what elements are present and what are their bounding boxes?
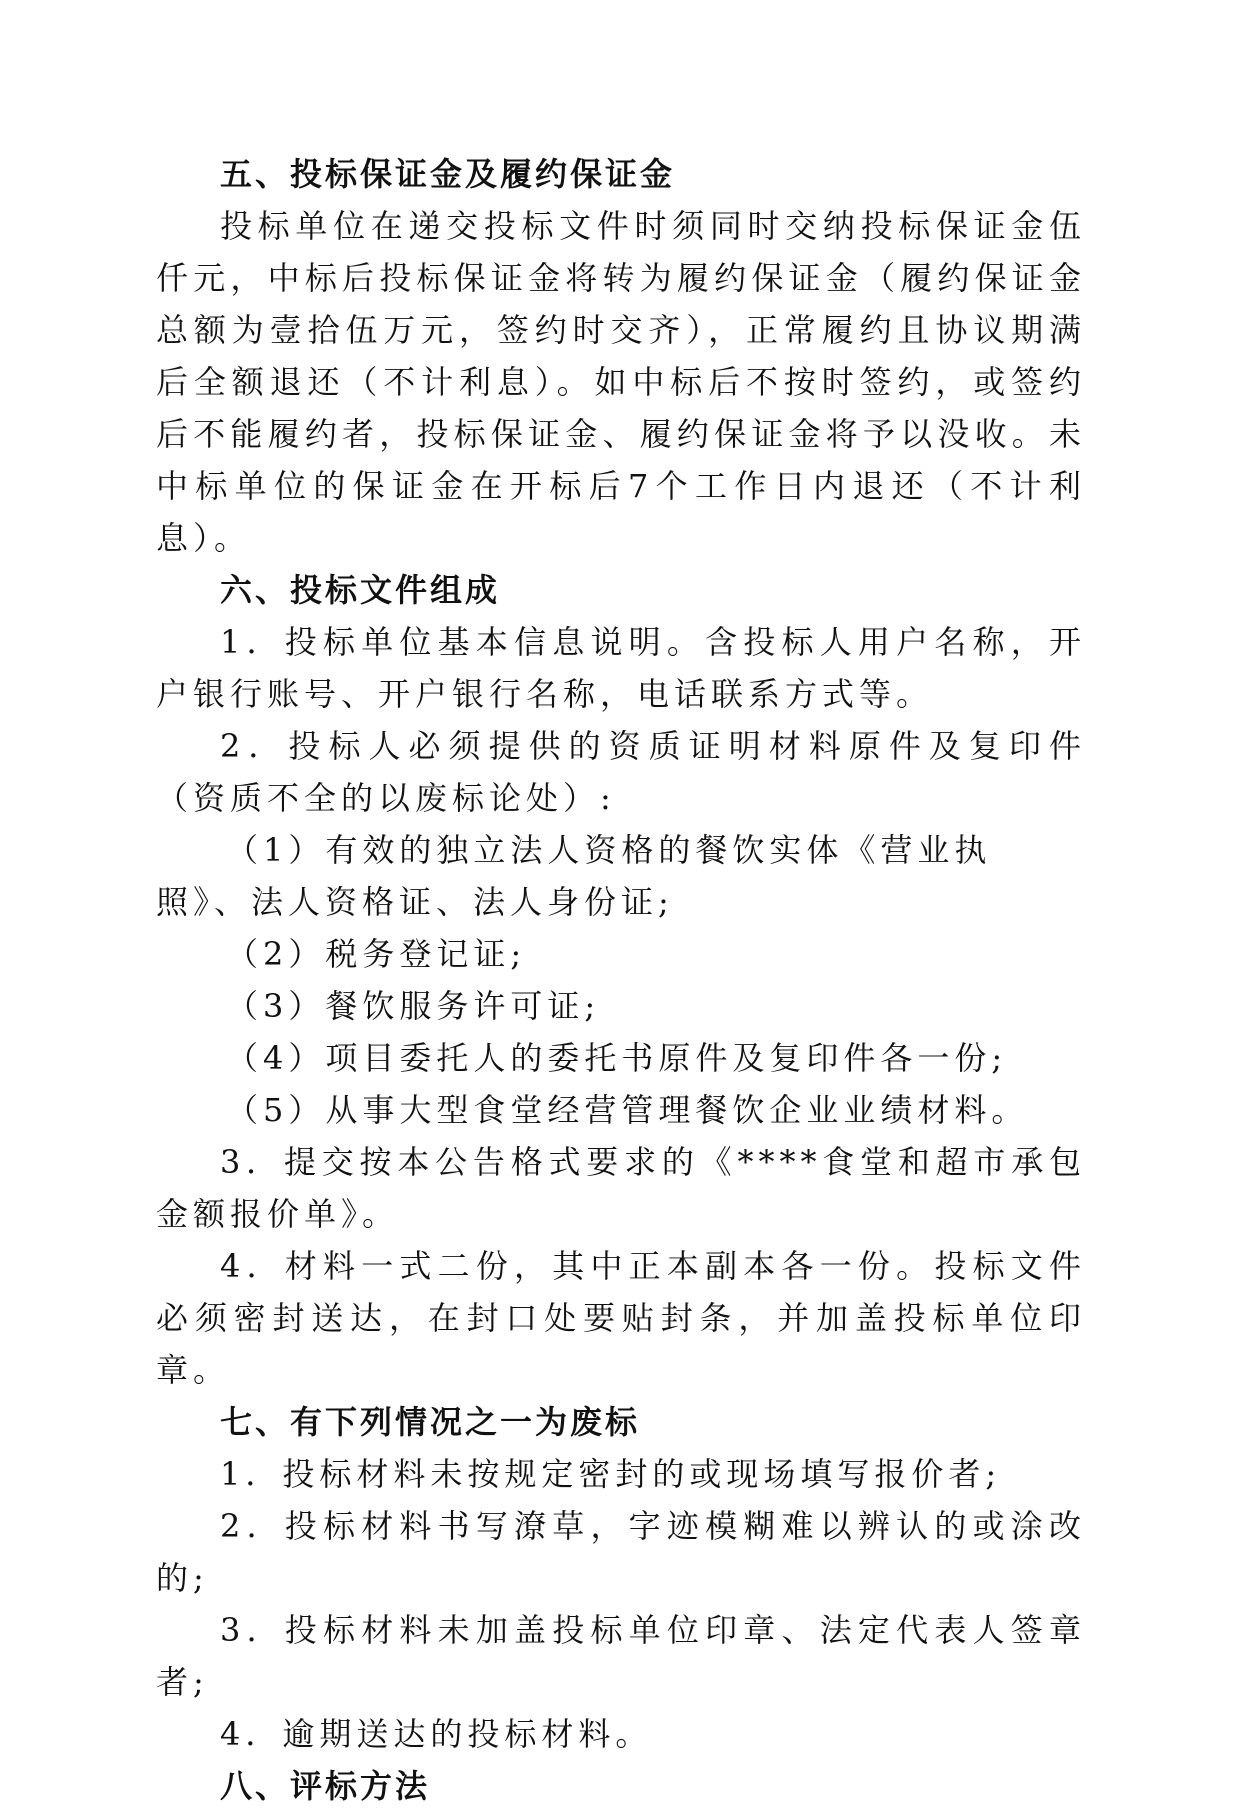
section-8-heading: 八、评标方法 [220, 1767, 431, 1805]
section-5-heading: 五、投标保证金及履约保证金 [220, 155, 676, 193]
section-7-item-1: 1．投标材料未按规定密封的或现场填写报价者; [220, 1455, 1002, 1493]
section-6-item-2: 2．投标人必须提供的资质证明材料原件及复印件（资质不全的以废标论处）: [156, 727, 1086, 817]
section-5-paragraph: 投标单位在递交投标文件时须同时交纳投标保证金伍仟元，中标后投标保证金将转为履约保证金（履约保证金总额为壹拾伍万元，签约时交齐），正常履约且协议期满后全额退还（不计利息）。如中标后不按时签约，或签约后不能履约者，投标保证金、履约保证金将予以没收。未中标单位的保证金在开标后7个工作日内退还（不计利息）。 [156, 207, 1086, 557]
section-6-subitem-5: （5）从事大型食堂经营管理餐饮企业业绩材料。 [226, 1091, 1029, 1129]
section-6-subitem-1: （1）有效的独立法人资格的餐饮实体《营业执照》、法人资格证、法人身份证; [156, 831, 992, 921]
section-6-heading: 六、投标文件组成 [220, 571, 501, 609]
section-7-item-4: 4．逾期送达的投标材料。 [220, 1715, 653, 1753]
section-6-subitem-2: （2）税务登记证; [226, 935, 527, 973]
section-6-item-3: 3．提交按本公告格式要求的《****食堂和超市承包金额报价单》。 [156, 1143, 1086, 1233]
section-6-subitem-4: （4）项目委托人的委托书原件及复印件各一份; [226, 1039, 1008, 1077]
section-7-heading: 七、有下列情况之一为废标 [220, 1403, 641, 1441]
section-6-item-1: 1．投标单位基本信息说明。含投标人用户名称，开户银行账号、开户银行名称，电话联系方式等。 [156, 623, 1086, 713]
section-7-item-2: 2．投标材料书写潦草，字迹模糊难以辨认的或涂改的; [156, 1507, 1086, 1597]
section-6-subitem-3: （3）餐饮服务许可证; [226, 987, 601, 1025]
document-page [156, 148, 1086, 1812]
section-6-item-4: 4．材料一式二份，其中正本副本各一份。投标文件必须密封送达，在封口处要贴封条，并加盖投标单位印章。 [156, 1247, 1086, 1389]
section-7-item-3: 3．投标材料未加盖投标单位印章、法定代表人签章者; [156, 1611, 1086, 1701]
